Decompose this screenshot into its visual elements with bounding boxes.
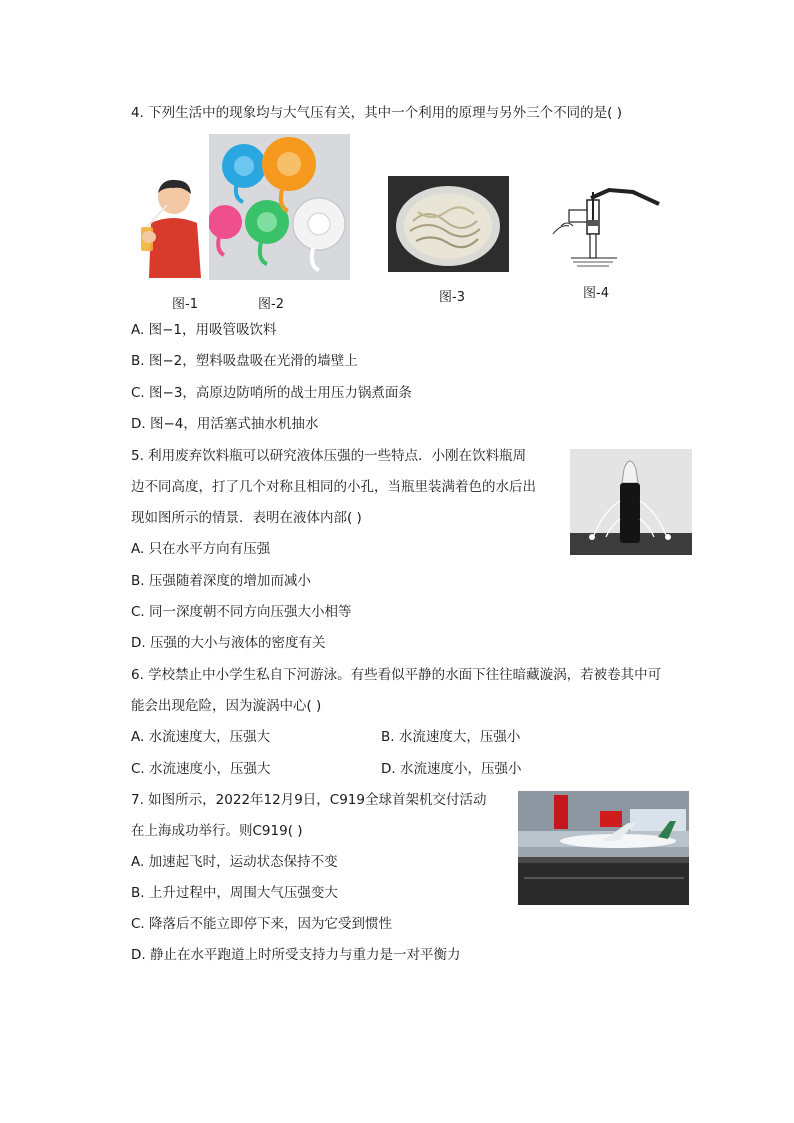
figure-3-pressure-cooker	[388, 176, 509, 272]
figure-1-boy-drinking	[133, 175, 205, 278]
q4-stem: 4. 下列生活中的现象均与大气压有关，其中一个利用的原理与另外三个不同的是( )	[131, 105, 622, 121]
q7-option-b: B. 上升过程中，周围大气压强变大	[131, 885, 338, 901]
q6-option-d: D. 水流速度小，压强小	[381, 761, 522, 777]
q4-option-a: A. 图−1，用吸管吸饮料	[131, 322, 277, 338]
q5-stem-line-3: 现如图所示的情景．表明在液体内部( )	[131, 510, 362, 526]
q5-option-d: D. 压强的大小与液体的密度有关	[131, 635, 326, 651]
q7-option-c: C. 降落后不能立即停下来，因为它受到惯性	[131, 916, 393, 932]
q7-option-a: A. 加速起飞时，运动状态保持不变	[131, 854, 338, 870]
q4-option-c: C. 图−3，高原边防哨所的战士用压力锅煮面条	[131, 385, 412, 401]
q5-figure-bottle-jets	[570, 449, 692, 555]
q5-option-b: B. 压强随着深度的增加而减小	[131, 573, 311, 589]
q6-option-a: A. 水流速度大，压强大	[131, 729, 271, 745]
q4-option-b: B. 图−2，塑料吸盘吸在光滑的墙壁上	[131, 353, 358, 369]
figure-2-caption: 图-2	[258, 297, 284, 312]
figure-3-caption: 图-3	[439, 290, 465, 305]
q5-stem-line-2: 边不同高度，打了几个对称且相同的小孔，当瓶里装满着色的水后出	[131, 479, 536, 495]
figure-4-caption: 图-4	[583, 286, 609, 301]
q6-stem-line-1: 6. 学校禁止中小学生私自下河游泳。有些看似平静的水面下往往暗藏漩涡，若被卷其中可	[131, 667, 662, 683]
figure-1-caption: 图-1	[172, 297, 198, 312]
q4-option-d: D. 图−4，用活塞式抽水机抽水	[131, 416, 319, 432]
q7-stem-line-1: 7. 如图所示，2022年12月9日，C919全球首架机交付活动	[131, 792, 487, 808]
q7-option-d: D. 静止在水平跑道上时所受支持力与重力是一对平衡力	[131, 947, 461, 963]
q5-stem-line-1: 5. 利用废弃饮料瓶可以研究液体压强的一些特点．小刚在饮料瓶周	[131, 448, 527, 464]
q7-stem-line-2: 在上海成功举行。则C919( )	[131, 823, 303, 839]
figure-2-suction-hooks	[209, 134, 350, 280]
figure-4-piston-pump	[547, 182, 661, 270]
q5-option-a: A. 只在水平方向有压强	[131, 541, 271, 557]
q6-stem-line-2: 能会出现危险，因为漩涡中心( )	[131, 698, 322, 714]
q5-option-c: C. 同一深度朝不同方向压强大小相等	[131, 604, 352, 620]
q6-option-c: C. 水流速度小，压强大	[131, 761, 271, 777]
q6-option-b: B. 水流速度大，压强小	[381, 729, 521, 745]
q7-figure-c919-ceremony	[518, 791, 689, 905]
